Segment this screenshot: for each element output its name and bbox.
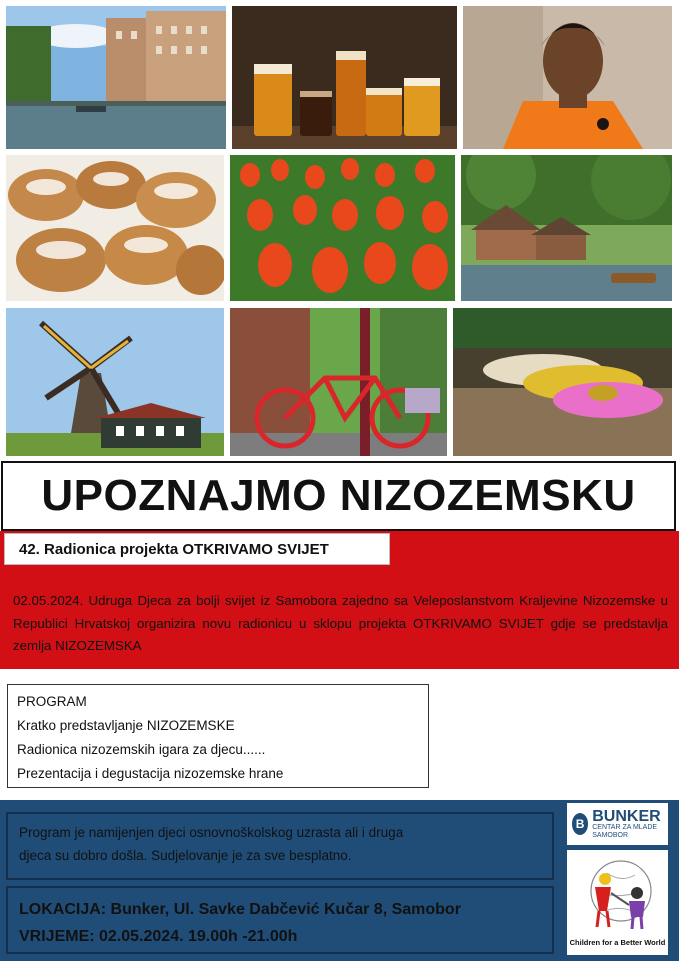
red-bicycle-photo xyxy=(230,308,447,456)
bunker-subtitle: CENTAR ZA MLADE SAMOBOR xyxy=(592,823,658,839)
audience-line: Program je namijenjen djeci osnovnoškolskog uzrasta ali i druga xyxy=(19,825,404,840)
bunker-badge-icon: B xyxy=(572,813,588,835)
bunker-name: BUNKER xyxy=(592,807,661,825)
audience-line: djeca su dobro došla. Sudjelovanje je za sve besplatno. xyxy=(19,848,352,863)
location-box xyxy=(6,886,554,954)
event-time: VRIJEME: 02.05.2024. 19.00h -21.00h xyxy=(19,928,298,945)
title-banner xyxy=(1,461,676,531)
wooden-clogs-photo xyxy=(453,308,672,456)
program-box xyxy=(7,684,429,788)
tulips-photo xyxy=(230,155,455,301)
bunker-logo xyxy=(567,803,668,845)
children-globe-icon xyxy=(577,853,659,935)
poffertjes-photo xyxy=(6,155,224,301)
program-item: Prezentacija i degustacija nizozemske hrane xyxy=(17,766,284,781)
audience-info-box xyxy=(6,812,554,880)
program-item: Kratko predstavljanje NIZOZEMSKE xyxy=(17,718,235,733)
amsterdam-canal-photo xyxy=(6,6,226,149)
program-heading: PROGRAM xyxy=(17,694,87,709)
event-description: 02.05.2024. Udruga Djeca za bolji svijet iz Samobora zajedno sa Veleposlanstvom Kraljevine Nizozemske u Republici Hrvatskoj organizira novu radionicu u sklopu projekta OTKRIVAMO SVIJET gdje se predstavlja zemlja NIZOZEMSKA xyxy=(13,593,668,653)
cbw-caption: Children for a Better World xyxy=(569,938,666,947)
location-address: LOKACIJA: Bunker, Ul. Savke Dabčević Kučar 8, Samobor xyxy=(19,901,461,918)
giethoorn-village-photo xyxy=(461,155,672,301)
football-player-photo xyxy=(463,6,672,149)
subtitle-box xyxy=(4,533,390,565)
subtitle: 42. Radionica projekta OTKRIVAMO SVIJET xyxy=(19,540,329,558)
program-item: Radionica nizozemskih igara za djecu...... xyxy=(17,742,266,757)
children-better-world-logo xyxy=(567,850,668,955)
windmill-photo xyxy=(6,308,224,456)
beer-glasses-photo xyxy=(232,6,457,149)
page-title: UPOZNAJMO NIZOZEMSKU xyxy=(41,471,636,520)
